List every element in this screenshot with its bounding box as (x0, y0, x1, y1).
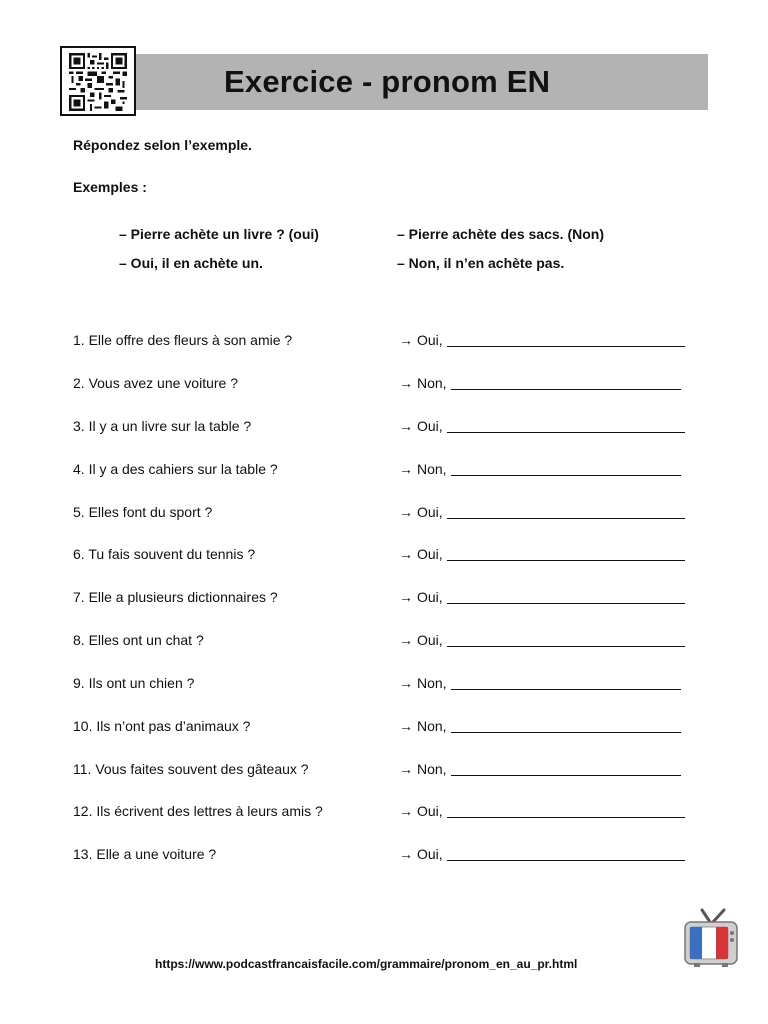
question-1: 1. Elle offre des fleurs à son amie ? (73, 332, 293, 348)
answer-prefix: Oui, (417, 632, 443, 648)
answer-blank[interactable] (447, 803, 685, 818)
question-9: 9. Ils ont un chien ? (73, 675, 195, 691)
answer-blank[interactable] (451, 718, 681, 733)
question-11: 11. Vous faites souvent des gâteaux ? (73, 761, 309, 777)
answer-blank[interactable] (451, 675, 681, 690)
answer-line-4[interactable] (399, 461, 681, 477)
answer-line-11[interactable] (399, 761, 681, 777)
arrow-icon: → (399, 375, 413, 391)
answer-line-8[interactable] (399, 632, 685, 648)
title-bar (136, 54, 708, 110)
arrow-icon: → (399, 675, 413, 691)
tv-logo-icon (682, 908, 740, 973)
answer-line-3[interactable] (399, 418, 685, 434)
answer-line-5[interactable] (399, 504, 685, 520)
answer-line-13[interactable] (399, 846, 685, 862)
arrow-icon: → (399, 418, 413, 434)
question-7: 7. Elle a plusieurs dictionnaires ? (73, 589, 278, 605)
question-8: 8. Elles ont un chat ? (73, 632, 204, 648)
question-5: 5. Elles font du sport ? (73, 504, 213, 520)
answer-line-1[interactable] (399, 332, 685, 348)
question-13: 13. Elle a une voiture ? (73, 846, 217, 862)
answer-line-7[interactable] (399, 589, 685, 605)
answer-prefix: Oui, (417, 589, 443, 605)
answer-line-12[interactable] (399, 803, 685, 819)
answer-prefix: Oui, (417, 418, 443, 434)
arrow-icon: → (399, 761, 413, 777)
arrow-icon: → (399, 846, 413, 862)
answer-blank[interactable] (447, 546, 685, 561)
answer-prefix: Oui, (417, 846, 443, 862)
examples-label: Exemples : (73, 179, 147, 195)
answer-line-2[interactable] (399, 375, 681, 391)
arrow-icon: → (399, 332, 413, 348)
arrow-icon: → (399, 504, 413, 520)
arrow-icon: → (399, 632, 413, 648)
arrow-icon: → (399, 803, 413, 819)
tv-logo-graphic (682, 908, 740, 968)
example-right-question: – Pierre achète des sacs. (Non) (397, 226, 604, 242)
answer-blank[interactable] (447, 504, 685, 519)
question-10: 10. Ils n’ont pas d’animaux ? (73, 718, 251, 734)
example-left-question: – Pierre achète un livre ? (oui) (119, 226, 319, 242)
answer-prefix: Oui, (417, 504, 443, 520)
answer-blank[interactable] (451, 761, 681, 776)
arrow-icon: → (399, 461, 413, 477)
question-12: 12. Ils écrivent des lettres à leurs amis ? (73, 803, 323, 819)
arrow-icon: → (399, 546, 413, 562)
answer-prefix: Non, (417, 718, 447, 734)
example-right-answer: – Non, il n’en achète pas. (397, 255, 565, 271)
answer-blank[interactable] (451, 375, 681, 390)
answer-blank[interactable] (447, 632, 685, 647)
page-title: Exercice - pronom EN (224, 64, 551, 99)
answer-blank[interactable] (447, 589, 685, 604)
question-3: 3. Il y a un livre sur la table ? (73, 418, 252, 434)
answer-blank[interactable] (447, 418, 685, 433)
arrow-icon: → (399, 589, 413, 605)
question-4: 4. Il y a des cahiers sur la table ? (73, 461, 278, 477)
answer-line-6[interactable] (399, 546, 685, 562)
answer-line-10[interactable] (399, 718, 681, 734)
answer-blank[interactable] (447, 332, 685, 347)
answer-prefix: Non, (417, 675, 447, 691)
answer-prefix: Non, (417, 375, 447, 391)
answer-prefix: Non, (417, 761, 447, 777)
qr-code-graphic (68, 53, 128, 111)
question-6: 6. Tu fais souvent du tennis ? (73, 546, 256, 562)
qr-code-icon (60, 46, 136, 116)
question-2: 2. Vous avez une voiture ? (73, 375, 238, 391)
footer-url[interactable]: https://www.podcastfrancaisfacile.com/grammaire/pronom_en_au_pr.html (155, 957, 578, 971)
answer-prefix: Oui, (417, 803, 443, 819)
answer-line-9[interactable] (399, 675, 681, 691)
arrow-icon: → (399, 718, 413, 734)
answer-blank[interactable] (451, 461, 681, 476)
answer-blank[interactable] (447, 846, 685, 861)
answer-prefix: Oui, (417, 332, 443, 348)
instructions: Répondez selon l’exemple. (73, 137, 252, 153)
answer-prefix: Non, (417, 461, 447, 477)
example-left-answer: – Oui, il en achète un. (119, 255, 263, 271)
answer-prefix: Oui, (417, 546, 443, 562)
